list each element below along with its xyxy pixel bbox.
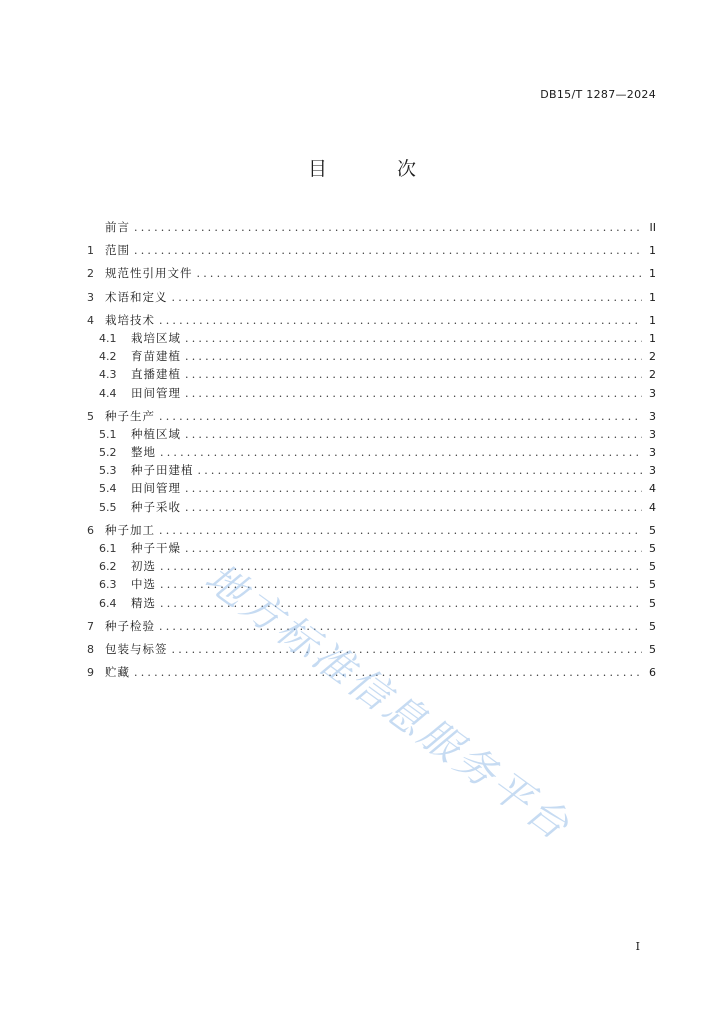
table-of-contents bbox=[87, 219, 656, 682]
toc-entry-title: 前言 bbox=[105, 220, 130, 234]
toc-dot-leader bbox=[185, 541, 642, 557]
toc-entry-title: 种子干燥 bbox=[131, 541, 181, 555]
toc-subentry[interactable] bbox=[87, 348, 656, 366]
toc-dot-leader bbox=[134, 220, 642, 236]
page-title: 目 次 bbox=[307, 158, 449, 180]
toc-entry-number: 5.4 bbox=[99, 482, 117, 496]
toc-dot-leader bbox=[134, 243, 642, 259]
toc-dot-leader bbox=[197, 266, 643, 282]
toc-entry[interactable] bbox=[87, 242, 656, 260]
toc-entry-page: 5 bbox=[649, 560, 656, 574]
toc-dot-leader bbox=[160, 445, 642, 461]
toc-entry[interactable] bbox=[87, 312, 656, 330]
toc-entry-number: 4.4 bbox=[99, 386, 117, 400]
toc-entry-title: 术语和定义 bbox=[105, 289, 168, 304]
toc-entry-title: 种子加工 bbox=[105, 522, 155, 537]
toc-entry[interactable] bbox=[87, 522, 656, 540]
toc-entry-number: 5.2 bbox=[99, 446, 117, 460]
toc-entry-number: 5.1 bbox=[99, 427, 117, 441]
toc-entry-page: 2 bbox=[649, 368, 656, 382]
toc-entry-number: 6.1 bbox=[99, 542, 117, 555]
toc-dot-leader bbox=[159, 523, 642, 539]
toc-entry-page: 5 bbox=[649, 578, 656, 592]
toc-entry-number: 2 bbox=[87, 267, 94, 281]
toc-dot-leader bbox=[185, 427, 642, 443]
toc-dot-leader bbox=[159, 619, 642, 635]
toc-entry-page: 3 bbox=[649, 464, 656, 478]
toc-dot-leader bbox=[134, 665, 642, 681]
toc-entry-page: 4 bbox=[649, 482, 656, 496]
toc-entry-number: 4.3 bbox=[99, 368, 117, 382]
toc-entry-title: 种子生产 bbox=[105, 408, 155, 423]
toc-entry-page: 3 bbox=[649, 446, 656, 460]
toc-dot-leader bbox=[185, 500, 642, 516]
toc-entry-page: 3 bbox=[649, 409, 656, 423]
toc-entry-title: 贮藏 bbox=[105, 665, 130, 680]
toc-entry-title: 种子采收 bbox=[131, 499, 181, 514]
toc-dot-leader bbox=[160, 596, 642, 612]
toc-entry-page: 1 bbox=[649, 267, 656, 281]
toc-entry-title: 育苗建植 bbox=[131, 349, 181, 364]
toc-entry-number: 6.4 bbox=[99, 596, 117, 610]
toc-entry-number: 4.1 bbox=[99, 331, 117, 345]
toc-entry-number: 8 bbox=[87, 642, 94, 656]
toc-entry-number: 6.3 bbox=[99, 578, 117, 592]
toc-dot-leader bbox=[160, 559, 642, 575]
toc-entry-page: 5 bbox=[649, 596, 656, 610]
toc-entry-page: 4 bbox=[649, 500, 656, 514]
page-number: I bbox=[635, 940, 640, 953]
toc-entry-page: 5 bbox=[649, 619, 656, 633]
toc-entry-title: 种子田建植 bbox=[131, 463, 194, 478]
toc-dot-leader bbox=[172, 290, 643, 306]
toc-entry-title: 栽培技术 bbox=[105, 312, 155, 327]
toc-entry-page: 5 bbox=[649, 542, 656, 555]
toc-subentry[interactable] bbox=[87, 499, 656, 517]
toc-entry-number: 6.2 bbox=[99, 560, 117, 574]
toc-entry[interactable] bbox=[87, 289, 656, 307]
toc-entry-number: 5 bbox=[87, 409, 94, 423]
toc-entry-title: 整地 bbox=[131, 445, 156, 460]
toc-subentry[interactable] bbox=[87, 595, 656, 613]
toc-subentry[interactable] bbox=[87, 444, 656, 462]
toc-entry[interactable] bbox=[87, 618, 656, 636]
toc-entry-page: 1 bbox=[649, 313, 656, 327]
toc-entry-number: 5.3 bbox=[99, 464, 117, 478]
toc-subentry[interactable] bbox=[87, 330, 656, 348]
toc-entry-title: 包装与标签 bbox=[105, 641, 168, 656]
toc-subentry[interactable] bbox=[87, 480, 656, 498]
toc-entry-page: 1 bbox=[649, 244, 656, 258]
toc-dot-leader bbox=[160, 577, 642, 593]
toc-dot-leader bbox=[198, 463, 643, 479]
toc-dot-leader bbox=[185, 386, 642, 402]
toc-dot-leader bbox=[185, 367, 642, 383]
toc-subentry[interactable] bbox=[87, 426, 656, 444]
toc-dot-leader bbox=[185, 349, 642, 365]
toc-entry-number: 3 bbox=[87, 290, 94, 304]
toc-entry-page: 1 bbox=[649, 331, 656, 345]
toc-entry-title: 种植区域 bbox=[131, 426, 181, 441]
toc-dot-leader bbox=[172, 642, 643, 658]
toc-entry-title: 范围 bbox=[105, 243, 130, 258]
toc-entry-title: 直播建植 bbox=[131, 367, 181, 382]
toc-entry-page: 2 bbox=[649, 350, 656, 364]
toc-entry-page: 3 bbox=[649, 427, 656, 441]
toc-dot-leader bbox=[185, 331, 642, 347]
toc-entry-title: 精选 bbox=[131, 595, 156, 610]
toc-entry[interactable] bbox=[87, 219, 656, 237]
toc-entry[interactable] bbox=[87, 408, 656, 426]
toc-subentry[interactable] bbox=[87, 576, 656, 594]
toc-subentry[interactable] bbox=[87, 366, 656, 384]
toc-entry-number: 6 bbox=[87, 523, 94, 537]
toc-entry[interactable] bbox=[87, 265, 656, 283]
toc-entry-title: 规范性引用文件 bbox=[105, 266, 193, 281]
toc-entry-title: 中选 bbox=[131, 577, 156, 592]
toc-entry-title: 田间管理 bbox=[131, 385, 181, 400]
toc-entry-page: 5 bbox=[649, 642, 656, 656]
toc-entry-number: 9 bbox=[87, 666, 94, 680]
toc-entry-number: 7 bbox=[87, 619, 94, 633]
toc-entry-number: 4 bbox=[87, 313, 94, 327]
toc-subentry[interactable] bbox=[87, 462, 656, 480]
document-code: DB15/T 1287—2024 bbox=[540, 88, 656, 101]
toc-entry[interactable] bbox=[87, 664, 656, 682]
toc-entry-number: 4.2 bbox=[99, 350, 117, 364]
toc-entry[interactable] bbox=[87, 641, 656, 659]
toc-dot-leader bbox=[159, 409, 642, 425]
toc-entry-title: 种子检验 bbox=[105, 618, 155, 633]
toc-entry-page: 1 bbox=[649, 290, 656, 304]
toc-entry-page: II bbox=[649, 221, 656, 234]
toc-dot-leader bbox=[159, 313, 642, 329]
toc-entry-title: 田间管理 bbox=[131, 481, 181, 496]
toc-subentry[interactable] bbox=[87, 558, 656, 576]
toc-entry-title: 栽培区域 bbox=[131, 330, 181, 345]
toc-entry-page: 3 bbox=[649, 386, 656, 400]
toc-entry-page: 6 bbox=[649, 666, 656, 680]
toc-entry-page: 5 bbox=[649, 523, 656, 537]
toc-subentry[interactable] bbox=[87, 540, 656, 558]
toc-entry-number: 1 bbox=[87, 244, 94, 258]
watermark: 地方标准信息服务平台 bbox=[196, 554, 580, 851]
toc-subentry[interactable] bbox=[87, 385, 656, 403]
toc-entry-number: 5.5 bbox=[99, 500, 117, 514]
toc-dot-leader bbox=[185, 481, 642, 497]
toc-entry-title: 初选 bbox=[131, 559, 156, 574]
